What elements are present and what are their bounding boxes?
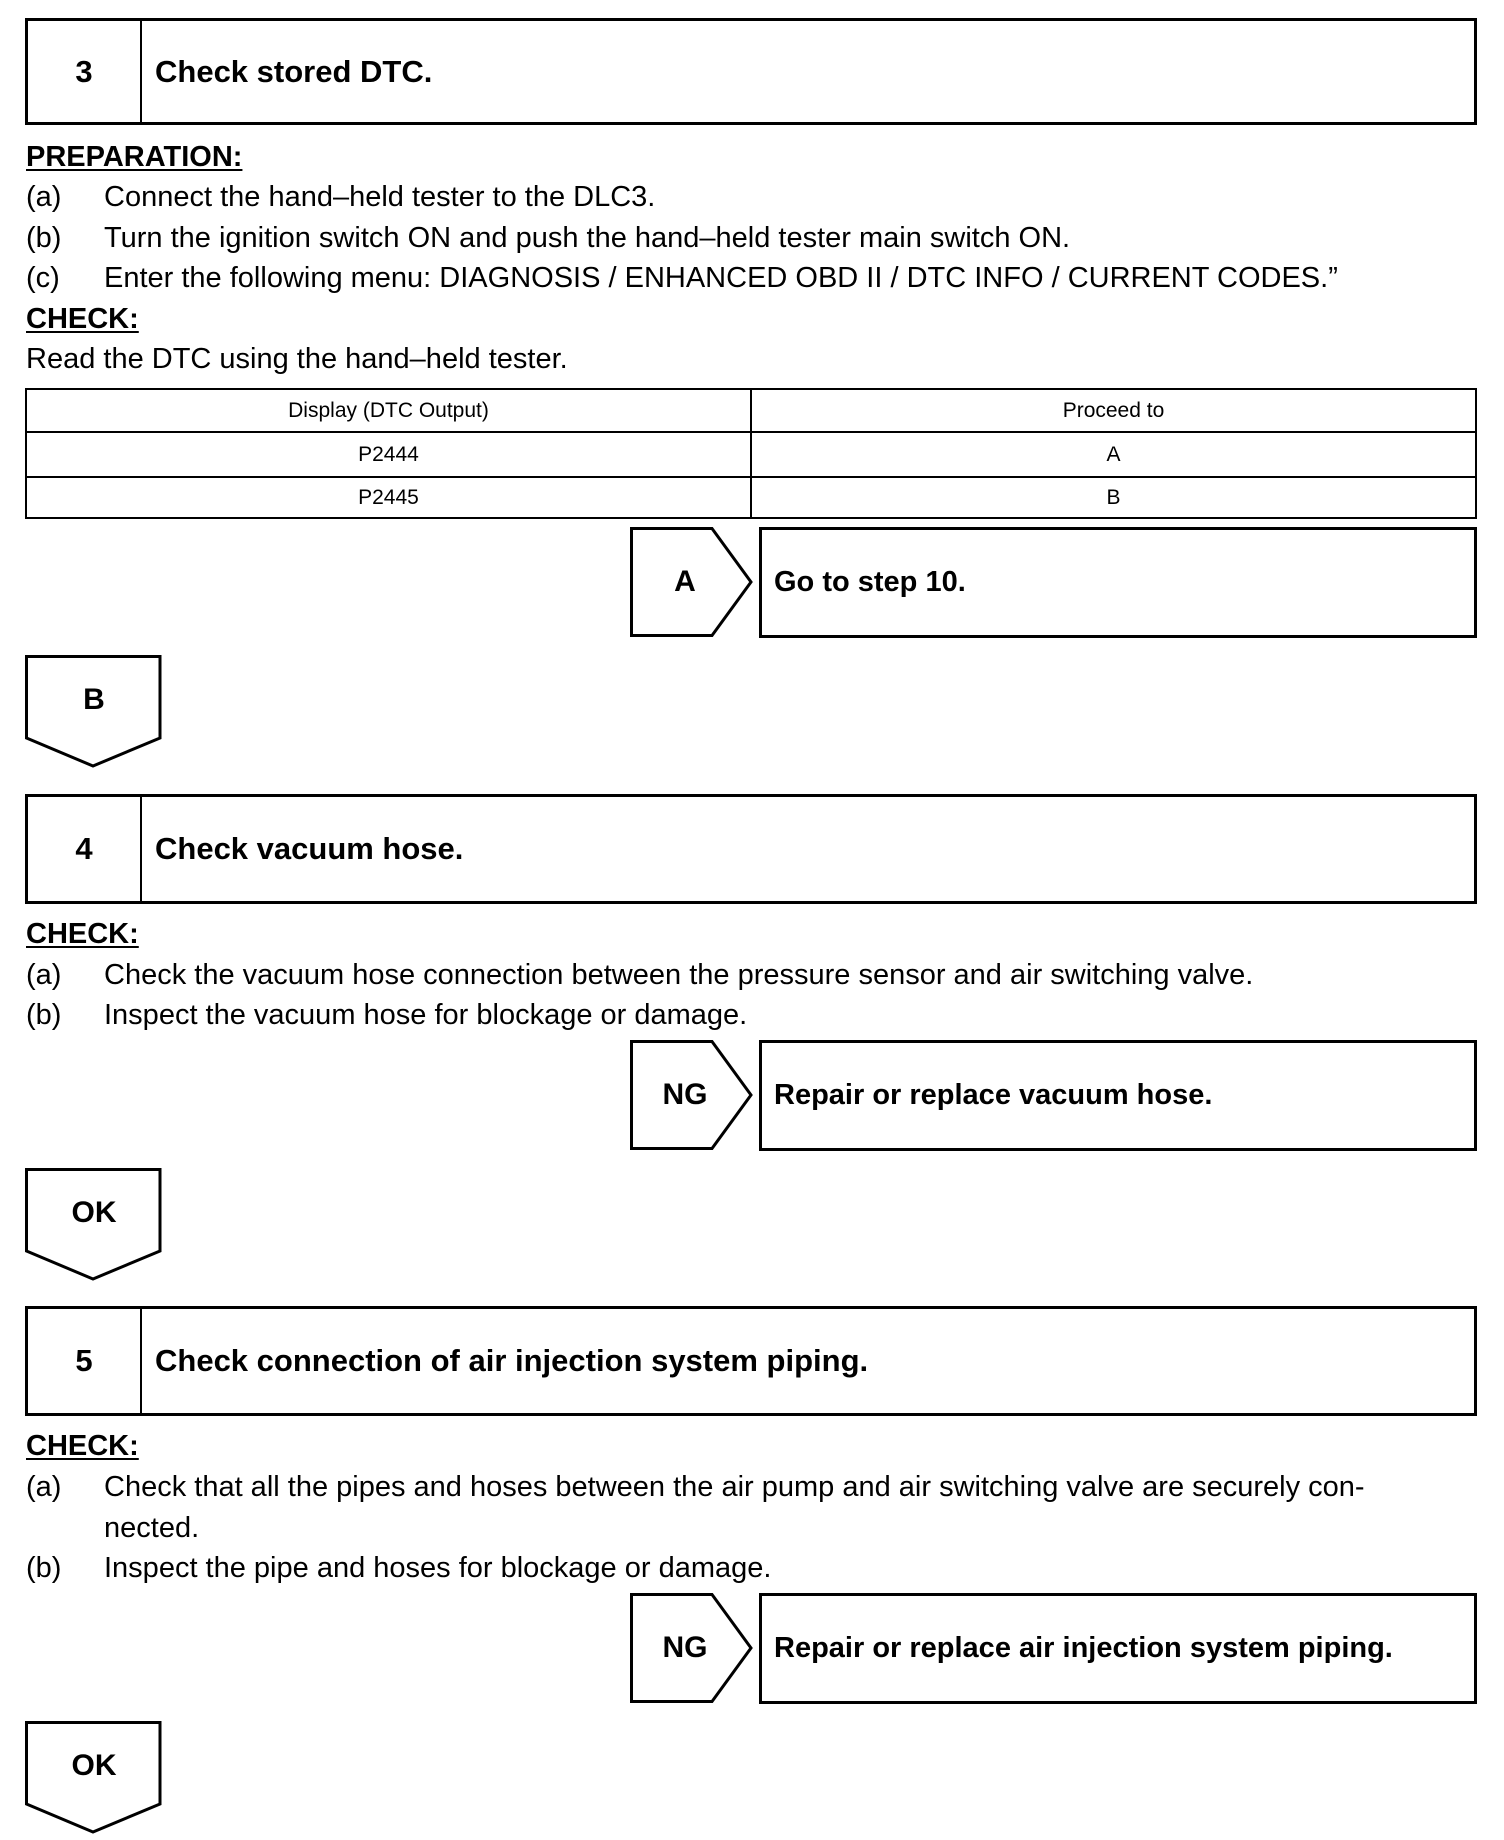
item-label: (b) xyxy=(26,222,62,254)
table-row xyxy=(26,432,1476,477)
check-item xyxy=(26,1001,747,1030)
dtc-code-cell: P2445 xyxy=(26,477,751,518)
proceed-cell: B xyxy=(751,477,1476,518)
branch-result-box: Repair or replace vacuum hose. xyxy=(759,1040,1477,1151)
check-heading: CHECK: xyxy=(26,918,139,950)
item-text: Enter the following menu: DIAGNOSIS / ENHANCED OBD II / DTC INFO / CURRENT CODES.” xyxy=(104,262,1338,294)
table-row xyxy=(26,477,1476,518)
check-text: Read the DTC using the hand–held tester. xyxy=(26,343,568,375)
step-number: 5 xyxy=(28,1309,142,1413)
column-header-proceed: Proceed to xyxy=(751,389,1476,432)
preparation-item xyxy=(26,264,1338,293)
item-text: Check that all the pipes and hoses between the air pump and air switching valve are securely con- xyxy=(104,1471,1365,1503)
branch-result-box: Repair or replace air injection system piping. xyxy=(759,1593,1477,1704)
check-heading: CHECK: xyxy=(26,1430,139,1462)
step-3-header xyxy=(25,18,1477,125)
preparation-heading: PREPARATION: xyxy=(26,141,243,173)
item-label: (b) xyxy=(26,999,62,1031)
item-label: (a) xyxy=(26,959,62,991)
preparation-item xyxy=(26,224,1070,253)
check-item xyxy=(26,1554,771,1583)
item-label: (b) xyxy=(26,1552,62,1584)
branch-label: OK xyxy=(71,1196,117,1229)
check-item-continuation: nected. xyxy=(104,1512,200,1544)
step-number: 4 xyxy=(28,797,142,901)
check-item xyxy=(26,1473,1365,1502)
table-header-row xyxy=(26,389,1476,432)
item-text: Inspect the pipe and hoses for blockage or damage. xyxy=(104,1552,772,1584)
check-item xyxy=(26,961,1253,990)
item-label: (c) xyxy=(26,262,60,294)
column-header-display: Display (DTC Output) xyxy=(26,389,751,432)
item-text: Inspect the vacuum hose for blockage or damage. xyxy=(104,999,748,1031)
step-4-header xyxy=(25,794,1477,904)
item-text: Connect the hand–held tester to the DLC3. xyxy=(104,181,656,213)
dtc-table xyxy=(25,388,1477,519)
branch-result-box: Go to step 10. xyxy=(759,527,1477,638)
step-title: Check stored DTC. xyxy=(155,53,433,89)
branch-label: B xyxy=(83,683,105,716)
step-5-header xyxy=(25,1306,1477,1416)
dtc-code-cell: P2444 xyxy=(26,432,751,477)
item-label: (a) xyxy=(26,181,62,213)
step-number: 3 xyxy=(28,21,142,122)
item-text: Check the vacuum hose connection between the pressure sensor and air switching valve. xyxy=(104,959,1254,991)
branch-label: NG xyxy=(662,1631,708,1664)
item-text: Turn the ignition switch ON and push the hand–held tester main switch ON. xyxy=(104,222,1071,254)
preparation-item xyxy=(26,183,655,212)
branch-label: NG xyxy=(662,1078,708,1111)
branch-label: OK xyxy=(71,1749,117,1782)
proceed-cell: A xyxy=(751,432,1476,477)
branch-label: A xyxy=(674,565,696,598)
step-title: Check vacuum hose. xyxy=(155,831,464,866)
item-label: (a) xyxy=(26,1471,62,1503)
step-title: Check connection of air injection system piping. xyxy=(155,1343,869,1378)
check-heading: CHECK: xyxy=(26,303,139,335)
